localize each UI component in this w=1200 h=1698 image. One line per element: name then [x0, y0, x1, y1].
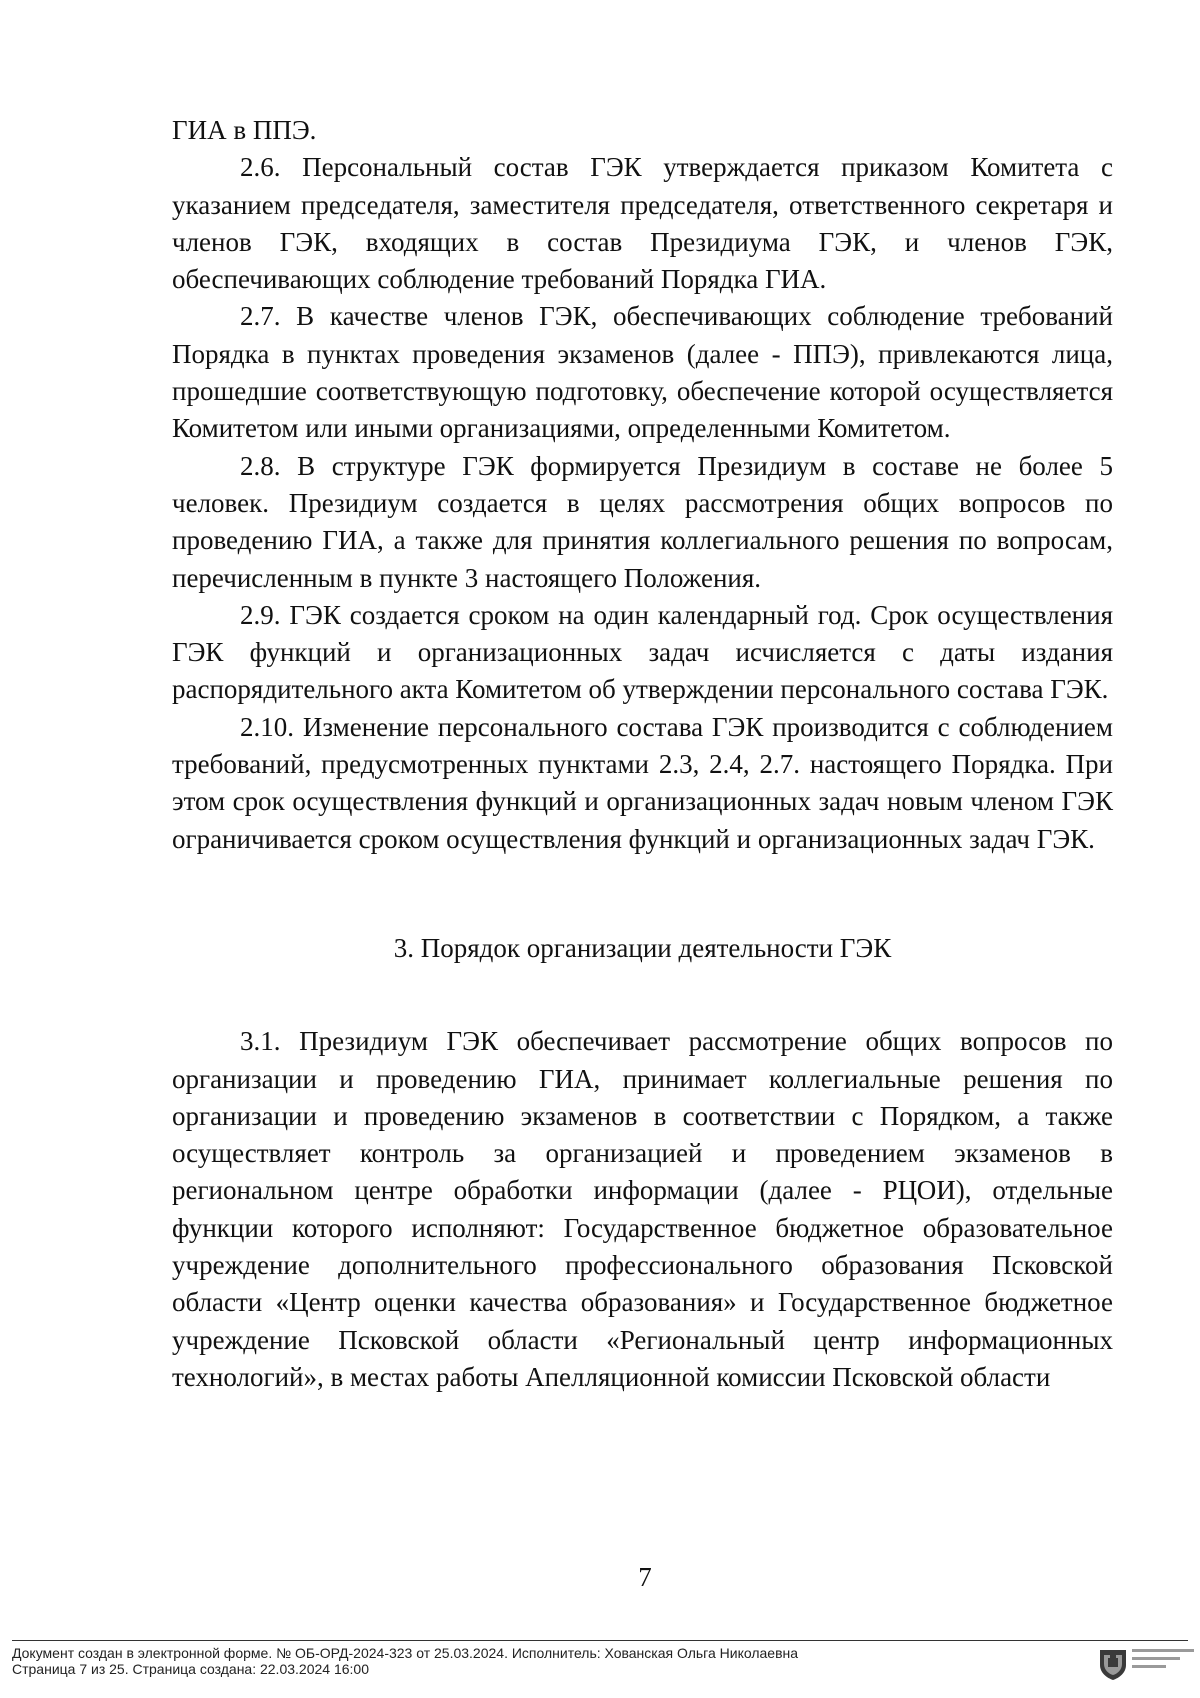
footer-divider: [12, 1640, 1188, 1641]
emblem-caption-line: [1132, 1665, 1166, 1668]
section-heading: 3. Порядок организации деятельности ГЭК: [393, 932, 892, 963]
footer-line-document-info: Документ создан в электронной форме. № ОБ-ОРД-2024-323 от 25.03.2024. Исполнитель: Хованская Ольга Николаевна: [12, 1645, 799, 1661]
footer-line-page-info: Страница 7 из 25. Страница создана: 22.03.2024 16:00: [12, 1661, 369, 1677]
paragraph-carry-over: ГИА в ППЭ.: [172, 115, 317, 145]
paragraph-2-6: 2.6. Персональный состав ГЭК утверждается приказом Комитета с указанием председателя, заместителя председателя, ответственного секретаря и членов ГЭК, входящих в состав Президиума ГЭК, и членов ГЭК, обеспечивающих соблюдение требований Порядка ГИА.: [172, 152, 1113, 295]
document-body: [172, 112, 1113, 1396]
paragraph-2-8: 2.8. В структуре ГЭК формируется Президиум в составе не более 5 человек. Президиум создается в целях рассмотрения общих вопросов по проведению ГИА, а также для принятия коллегиального решения по вопросам, перечисленным в пункте 3 настоящего Положения.: [172, 450, 1113, 593]
paragraph-2-10: 2.10. Изменение персонального состава ГЭК производится с соблюдением требований, предусмотренных пунктами 2.3, 2.4, 2.7. настоящего Порядка. При этом срок осуществления функций и организационных задач новым членом ГЭК ограничивается сроком осуществления функций и организационных задач ГЭК.: [172, 711, 1113, 854]
emblem-caption: [1132, 1649, 1194, 1673]
page-number: 7: [638, 1562, 652, 1592]
coat-of-arms-icon: [1098, 1647, 1128, 1681]
paragraph-2-9: 2.9. ГЭК создается сроком на один календарный год. Срок осуществления ГЭК функций и организационных задач исчисляется с даты издания распорядительного акта Комитетом об утверждении персонального состава ГЭК.: [172, 599, 1113, 705]
paragraph-3-1: 3.1. Президиум ГЭК обеспечивает рассмотрение общих вопросов по организации и проведению ГИА, принимает коллегиальные решения по организации и проведению экзаменов в соответствии с Порядком, а также осуществляет контроль за организацией и проведением экзаменов в региональном центре обработки информации (далее - РЦОИ), отдельные функции которого исполняют: Государственное бюджетное образовательное учреждение дополнительного профессионального образования Псковской области «Центр оценки качества образования» и Государственное бюджетное учреждение Псковской области «Региональный центр информационных технологий», в местах работы Апелляционной комиссии Псковской области: [172, 1026, 1113, 1392]
emblem-caption-line: [1132, 1657, 1180, 1660]
emblem-caption-line: [1132, 1649, 1194, 1652]
footer-stamp: [12, 1645, 798, 1677]
paragraph-2-7: 2.7. В качестве членов ГЭК, обеспечивающих соблюдение требований Порядка в пунктах проведения экзаменов (далее - ППЭ), привлекаются лица, прошедшие соответствующую подготовку, обеспечение которой осуществляется Комитетом или иными организациями, определенными Комитетом.: [172, 301, 1113, 444]
